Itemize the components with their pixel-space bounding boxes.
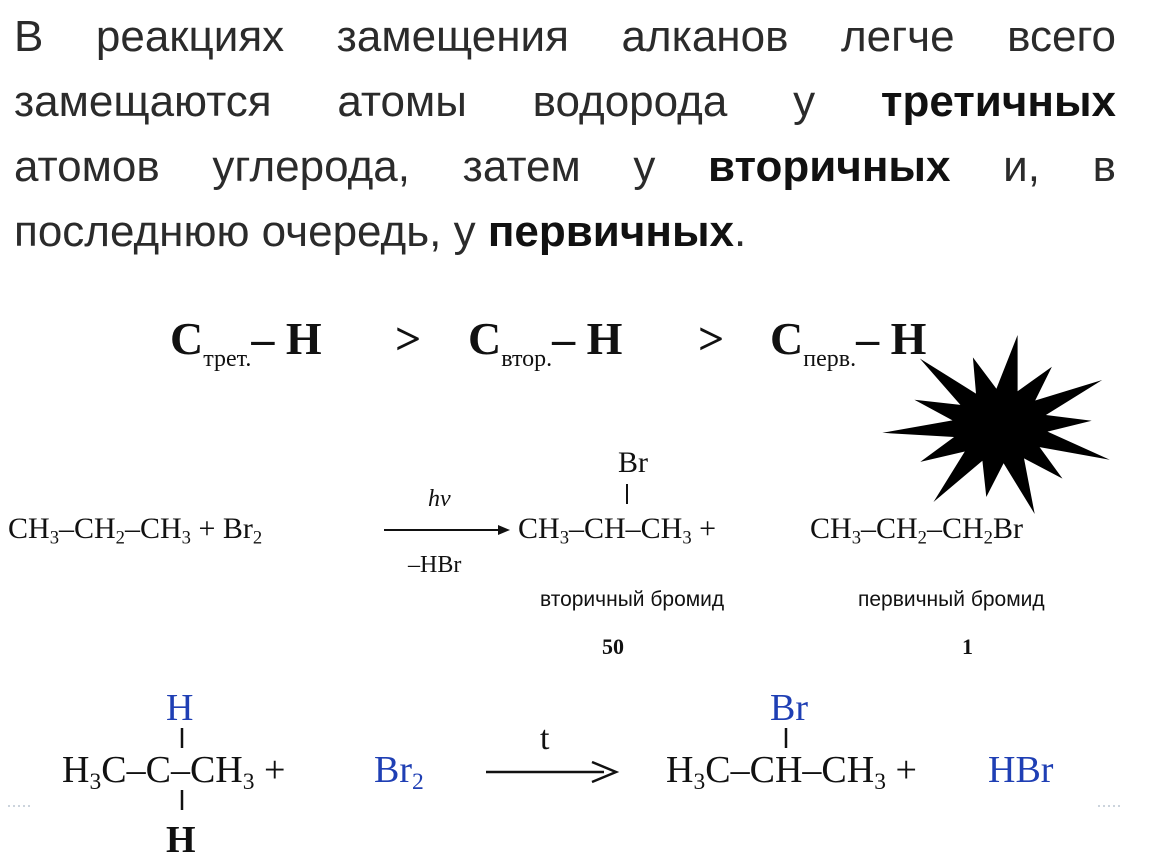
product2-formula: $CH_3-CH_2-CH_2Br$ [810,512,1023,549]
paragraph-line-4: последнюю очередь, у первичных. [14,207,747,256]
condition-light: hν [428,486,451,512]
gt-sign-1: > [395,313,422,364]
br2-reagent: $Br_2$ [374,749,424,796]
label-secondary-bromide: вторичный бромид [540,588,725,611]
reaction2-arrow [486,762,616,782]
reaction1-arrow [384,525,510,535]
arrow-label-t: t [540,720,550,757]
bold-primary: первичных [487,207,735,256]
propane-formula: $CH_3-CH_2-CH_3 + Br_2$ [8,512,263,549]
hbr-product: HBr [988,749,1054,791]
condition-hbr: –HBr [408,552,462,578]
ratio-secondary: 50 [602,634,624,659]
bold-tertiary: третичных [880,77,1116,126]
starburst-shape [882,335,1110,514]
c-prim-h: $C_{перв.}-$ H [770,313,927,372]
paragraph-line-3: атомов углерода, затем у вторичных и, в [14,142,1116,191]
h-bottom: H [166,819,196,861]
ratio-primary: 1 [962,634,973,659]
paragraph-line-2: замещаются атомы водорода у третичных [14,77,1116,126]
bold-secondary: вторичных [708,142,951,191]
c-tert-h: $C_{трет.}-$ H [170,313,322,372]
paragraph-line-1: В реакциях замещения алканов легче всего [14,12,1116,61]
bromopropane-structure: $H_3C-CH-CH_3$ + [666,749,917,796]
product1-formula: $CH_3-CH-CH_3$ + [518,512,717,549]
propane-structure: $H_3C-C-CH_3$ + [62,749,286,796]
br-top: Br [770,687,808,729]
c-sec-h: $C_{втор.}-$ H [468,313,623,372]
gt-sign-2: > [698,313,725,364]
product1-br: Br [618,446,648,479]
label-primary-bromide: первичный бромид [858,588,1045,611]
h-top: H [166,687,194,729]
